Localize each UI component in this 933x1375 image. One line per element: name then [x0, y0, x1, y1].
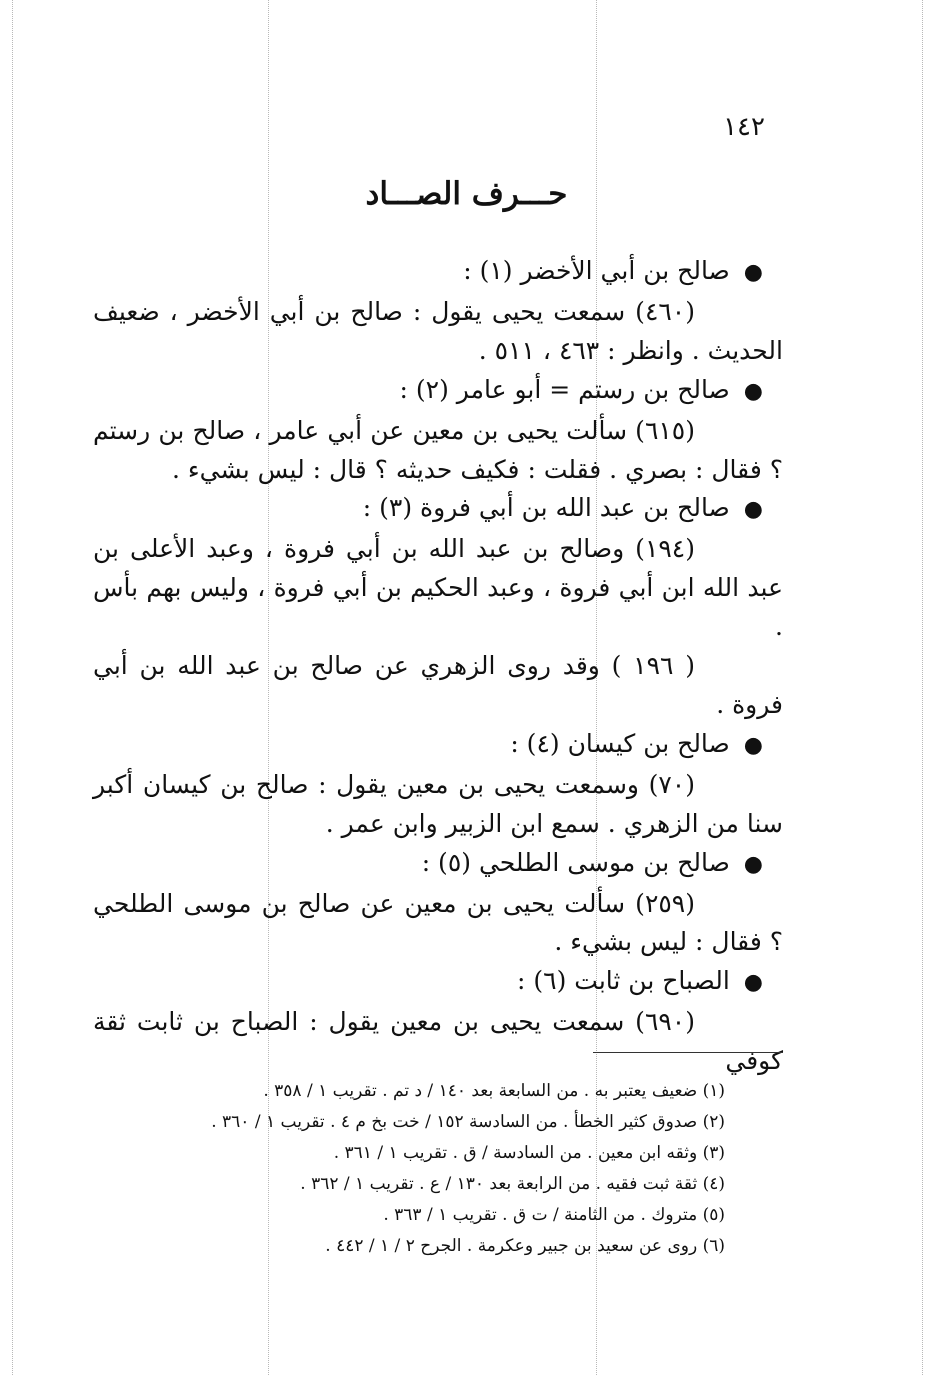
bullet-icon: ●	[743, 732, 763, 758]
bullet-icon: ●	[743, 497, 763, 523]
footnote: (٢) صدوق كثير الخطأ . من السادسة ١٥٢ / خت بخ م ٤ . تقريب ١ / ٣٦٠ .	[211, 1112, 725, 1132]
footnote: (٣) وثقه ابن معين . من السادسة / ق . تقريب ١ / ٣٦١ .	[333, 1143, 725, 1163]
paragraph: ( ١٩٦ ) وقد روى الزهري عن صالح بن عبد الله بن أبي فروة .	[93, 651, 783, 719]
entry-name: ●صالح بن موسى الطلحي (٥) :	[93, 844, 783, 885]
entry-name: ●الصباح بن ثابت (٦) :	[93, 962, 783, 1003]
section-heading: حـــرف الصـــاد	[365, 176, 568, 212]
entry-name: ●صالح بن عبد الله بن أبي فروة (٣) :	[93, 489, 783, 530]
footnote: (١) ضعيف يعتبر به . من السابعة بعد ١٤٠ / د تم . تقريب ١ / ٣٥٨ .	[263, 1081, 725, 1101]
entry-name: ●صالح بن أبي الأخضر (١) :	[93, 252, 783, 293]
bullet-icon: ●	[743, 970, 763, 996]
bullet-icon: ●	[743, 260, 763, 285]
footnote: (٥) متروك . من الثامنة / ت ق . تقريب ١ / ٣٦٣ .	[383, 1205, 725, 1225]
bullet-icon: ●	[743, 378, 763, 404]
main-text	[93, 252, 783, 1081]
bullet-icon: ●	[743, 851, 763, 877]
paragraph: (١٩٤) وصالح بن عبد الله بن أبي فروة ، وعبد الأعلى بن عبد الله ابن أبي فروة ، وعبد الحكيم بن أبي فروة ، وليس بهم بأس .	[93, 534, 783, 642]
entry-name: ●صالح بن رستم = أبو عامر (٢) :	[93, 371, 783, 412]
page-number: ١٤٢	[723, 112, 765, 142]
paragraph: (٤٦٠) سمعت يحيى يقول : صالح بن أبي الأخضر ، ضعيف الحديث . وانظر : ٤٦٣ ، ٥١١ .	[93, 296, 783, 365]
footnote-separator	[593, 1052, 783, 1053]
footnote: (٦) روى عن سعيد بن جبير وعكرمة . الجرح ٢ / ١ / ٤٤٢ .	[325, 1236, 725, 1256]
entry-name: ●صالح بن كيسان (٤) :	[93, 725, 783, 766]
footnotes	[105, 1076, 725, 1262]
paragraph: (٦٩٠) سمعت يحيى بن معين يقول : الصباح بن ثابت ثقة كوفي	[93, 1007, 783, 1076]
paragraph: (٢٥٩) سألت يحيى بن معين عن صالح بن موسى الطلحي ؟ فقال : ليس بشيء .	[93, 888, 783, 957]
footnote: (٤) ثقة ثبت فقيه . من الرابعة بعد ١٣٠ / ع . تقريب ١ / ٣٦٢ .	[300, 1174, 725, 1194]
paragraph: (٧٠) وسمعت يحيى بن معين يقول : صالح بن كيسان أكبر سنا من الزهري . سمع ابن الزبير وابن عمر .	[93, 769, 783, 838]
paragraph: (٦١٥) سألت يحيى بن معين عن أبي عامر ، صالح بن رستم ؟ فقال : بصري . فقلت : فكيف حديثه ؟ قال : ليس بشيء .	[93, 415, 783, 484]
